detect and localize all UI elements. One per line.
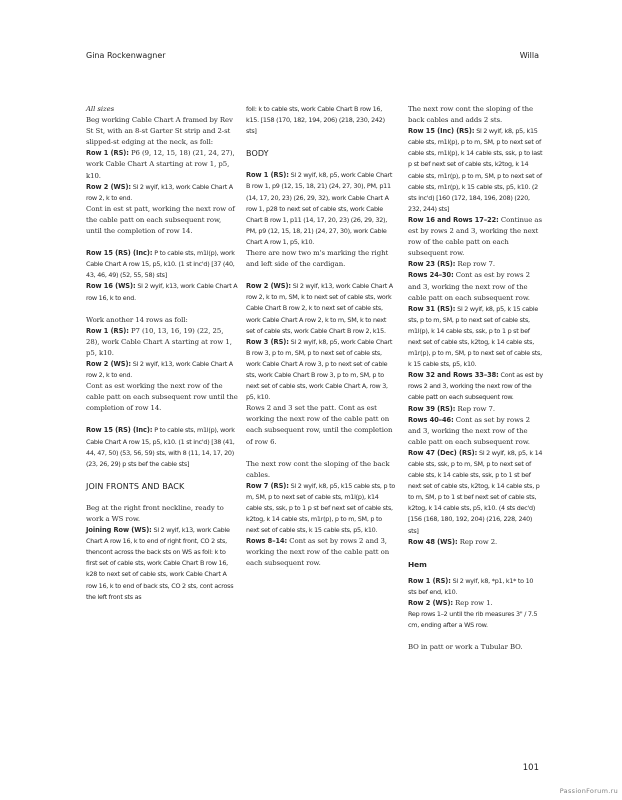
instruction-row: Row 1 (RS): Sl 2 wyif, k8, p5, work Cable Chart B row 1, p9 (12, 15, 18, 21) (24, 27, 30), PM, p11 (14, 17, 20, 23) (26, 29, 32), work Cable Chart A row 1, p28 to next set of cable sts, work Cable Chart B row 1, p11 (14, 17, 20, 23) (26, 29, 32), PM, p9 (12, 15, 18, 21) (24, 27, 30), work Cable Chart A row 1, p5, k10. <box>246 171 393 246</box>
running-header <box>86 51 539 65</box>
instruction-row: Row 1 (RS): P7 (10, 13, 16, 19) (22, 25, 28), work Cable Chart A starting at row 1, p5, k10. <box>86 326 232 357</box>
instruction-text: BO in patt or work a Tubular BO. <box>408 643 523 652</box>
instruction-intro: Beg working Cable Chart A framed by Rev St St, with an 8-st Garter St strip and 2-st slipped-st edging at the neck, as foll: <box>86 116 233 147</box>
instruction-row: Rows 8–14: Cont as set by rows 2 and 3, working the next row of the cable patt on each subsequent row. <box>246 537 390 568</box>
instruction-row: Row 23 (RS): Rep row 7. <box>408 260 495 269</box>
instruction-row: Row 1 (RS): Sl 2 wyif, k8, *p1, k1* to 10 sts bef end, k10. <box>408 576 534 596</box>
instruction-row: Row 48 (WS): Rep row 2. <box>408 537 498 546</box>
instruction-text: Rep rows 1–2 until the rib measures 3" / 7.5 cm, ending after a WS row. <box>408 610 538 630</box>
instruction-row: Row 3 (RS): Sl 2 wyif, k8, p5, work Cable Chart B row 3, p to m, SM, p to next set of cable sts, work Cable Chart A row 3, p to next set of cable sts, work Cable Chart B row 3, p to m, SM, p to next set of cable sts, work Cable Chart A, row 3, p5, k10. <box>246 337 393 402</box>
column-1 <box>86 104 238 603</box>
column-3 <box>408 104 543 653</box>
page-number: 101 <box>522 763 539 773</box>
section-heading-join: JOIN FRONTS AND BACK <box>86 481 185 491</box>
instruction-row: Row 15 (RS) (Inc): P to cable sts, m1l(p), work Cable Chart A row 15, p5, k10. (1 st inc'd) [37 (40, 43, 46, 49) (52, 55, 58) sts] <box>86 249 235 280</box>
instruction-text: Cont in est st patt, working the next row of the cable patt on each subsequent row, until the completion of row 14. <box>86 204 235 236</box>
column-2 <box>246 104 396 570</box>
instruction-row: Row 7 (RS): Sl 2 wyif, k8, p5, k15 cable sts, p to m, SM, p to next set of cable sts, m1l(p), k14 cable sts, ssk, p to 1 p st bef next set of cable sts, k2tog, k 14 cable sts, m1r(p), p to m, SM, p to next set of cable sts, k 15 cable sts, p5, k10. <box>246 481 396 535</box>
author-name: Gina Rockenwagner <box>86 51 166 60</box>
instruction-row: Joining Row (WS): Sl 2 wyif, k13, work Cable Chart A row 16, k to end of right front, CO 2 sts, thencont across the back sts on WS as foll: k to first set of cable sts, work Cable Chart B row 16, k28 to next set of cable sts, work Cable Chart A row 16, k to end of back sts, CO 2 sts, cont across the left front sts as <box>86 526 234 601</box>
instruction-row: Row 31 (RS): Sl 2 wyif, k8, p5, k 15 cable sts, p to m, SM, p to next set of cable sts, m1l(p), k 14 cable sts, ssk, p to 1 p st bef next set of cable sts, k2tog, k 14 cable sts, m1r(p), p to m, SM, p to next set of cable sts, k 15 cable sts, p5, k10. <box>408 304 542 369</box>
instruction-row: Row 39 (RS): Rep row 7. <box>408 404 495 413</box>
instruction-text: The next row cont the sloping of the back cables and adds 2 sts. <box>408 105 533 125</box>
pattern-title: Willa <box>519 51 539 60</box>
instruction-row: Row 16 (WS): Sl 2 wyif, k13, work Cable Chart A row 16, k to end. <box>86 282 238 302</box>
instruction-row: Row 2 (WS): Sl 2 wyif, k13, work Cable Chart A row 2, k to end. <box>86 182 233 202</box>
instruction-row: Row 1 (RS): P6 (9, 12, 15, 18) (21, 24, 27), work Cable Chart A starting at row 1, p5, k10. <box>86 149 235 180</box>
instruction-row: Rows 24–30: Cont as est by rows 2 and 3, working the next row of the cable patt on each subsequent row. <box>408 271 530 302</box>
instruction-row: Rows 40–46: Cont as set by rows 2 and 3, working the next row of the cable patt on each subsequent row. <box>408 415 530 446</box>
instruction-row: Row 2 (WS): Sl 2 wyif, k13, work Cable Chart A row 2, k to end. <box>86 359 233 380</box>
instruction-row: Row 32 and Rows 33–38: Cont as est by rows 2 and 3, working the next row of the cable patt on each subsequent row. <box>408 371 543 402</box>
instruction-text: Work another 14 rows as foll: <box>86 315 188 324</box>
instruction-text: Rows 2 and 3 set the patt. Cont as est working the next row of the cable patt on each subsequent row, until the completion of row 6. <box>246 404 393 446</box>
instruction-continued: foll: k to cable sts, work Cable Chart B row 16, k15. [158 (170, 182, 194, 206) (218, 230, 242) sts] <box>246 105 385 136</box>
instruction-row: Row 16 and Rows 17–22: Continue as est by rows 2 and 3, working the next row of the cable patt on each subsequent row. <box>408 215 542 258</box>
watermark: PassionForum.ru <box>559 787 618 795</box>
section-heading-hem: Hem <box>408 559 427 569</box>
instruction-row: Row 2 (WS): Rep row 1. <box>408 599 493 608</box>
instruction-row: Row 15 (Inc) (RS): Sl 2 wyif, k8, p5, k15 cable sts, m1l(p), p to m, SM, p to next set of cable sts, m1l(p), k 14 cable sts, ssk, p to last p st bef next set of cable sts, k2tog, k 14 cable sts, m1r(p), p to m, SM, p to next set of cable sts, m1r(p), k 15 cable sts, p5, k10. (2 sts inc'd) [160 (172, 184, 196, 208) (220, 232, 244) sts] <box>408 127 543 213</box>
instruction-row: Row 2 (WS): Sl 2 wyif, k13, work Cable Chart A row 2, k to m, SM, k to next set of cable sts, work Cable Chart B row 2, k to next set of cable sts, work Cable Chart A row 2, k to m, SM, k to next set of cable sts, work Cable Chart B row 2, k15. <box>246 282 393 335</box>
instruction-text: There are now two m's marking the right and left side of the cardigan. <box>246 249 389 269</box>
instruction-row: Row 15 (RS) (Inc): P to cable sts, m1l(p), work Cable Chart A row 15, p5, k10. (1 st inc'd) [38 (41, 44, 47, 50) (53, 56, 59) sts, with 8 (11, 14, 17, 20) (23, 26, 29) p sts bef the cable sts] <box>86 426 235 468</box>
instruction-text: The next row cont the sloping of the back cables. <box>246 459 390 479</box>
instruction-text: Cont as est working the next row of the cable patt on each subsequent row until the completion of row 14. <box>86 382 238 413</box>
section-heading-body: BODY <box>246 149 269 159</box>
section-label-all-sizes: All sizes <box>86 105 115 113</box>
instruction-row: Row 47 (Dec) (RS): Sl 2 wyif, k8, p5, k 14 cable sts, ssk, p to m, SM, p to next set of cable sts, k 14 cable sts, ssk, p to 1 st bef next set of cable sts, k2tog, k 14 cable sts, p to m, SM, p to 1 st bef next set of cable sts, k2tog, k 14 cable sts, p5, k10. (4 sts dec'd) [156 (168, 180, 192, 204) (216, 228, 240) sts] <box>408 448 543 535</box>
instruction-text: Beg at the right front neckline, ready to work a WS row. <box>86 503 224 523</box>
